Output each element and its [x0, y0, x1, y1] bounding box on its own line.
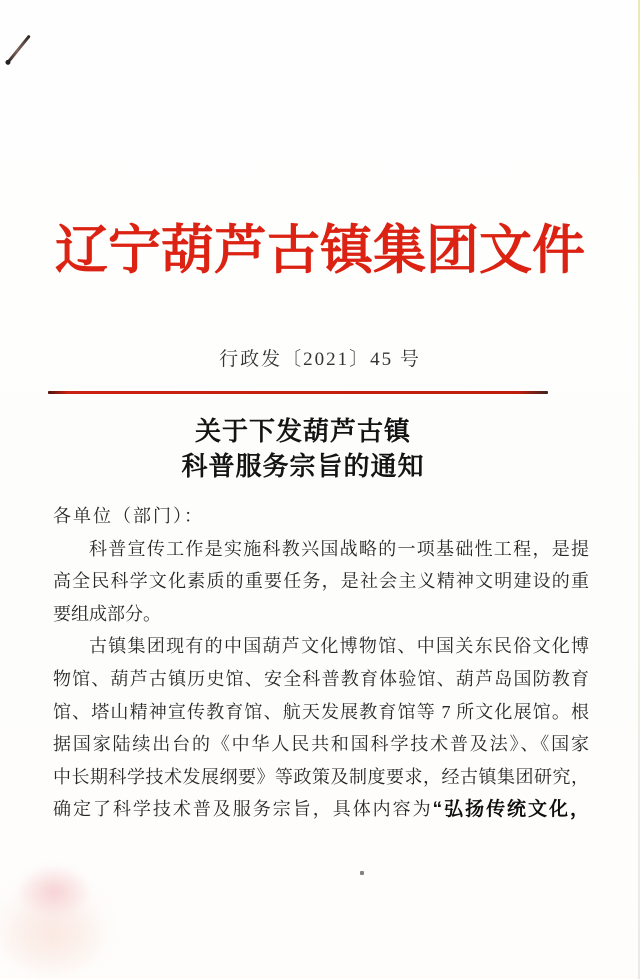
body-line-p2-1: 古镇集团现有的中国葫芦文化博物馆、中国关东民俗文化博: [89, 636, 589, 657]
scan-speck: [360, 871, 364, 875]
body-line-p2-3: 馆、塔山精神宣传教育馆、航天发展教育馆等 7 所文化展馆。根: [53, 701, 589, 722]
red-divider-line: [48, 391, 548, 394]
notice-title-line-2: 科普服务宗旨的通知: [181, 451, 425, 481]
service-motto-bold: “弘扬传统文化，: [432, 799, 589, 821]
letterhead-title: 辽宁葫芦古镇集团文件: [55, 222, 585, 280]
document-body: [53, 500, 589, 826]
body-line-p2-4: 据国家陆续出台的《中华人民共和国科学技术普及法》、《国家: [53, 734, 589, 755]
body-line-p2-6: [53, 793, 589, 826]
body-line-p1-3: 要组成部分。: [53, 603, 161, 624]
body-line-p2-6-normal: 确定了科学技术普及服务宗旨，具体内容为: [53, 799, 433, 820]
body-line-p2-2: 物馆、葫芦古镇历史馆、安全科普教育体验馆、葫芦岛国防教育: [53, 668, 589, 689]
notice-title: [0, 414, 623, 484]
document-number: 行政发〔2021〕45 号: [219, 349, 421, 370]
pen-mark: [6, 35, 31, 65]
salutation: 各单位（部门）：: [53, 506, 204, 526]
notice-title-line-1: 关于下发葫芦古镇: [194, 416, 411, 446]
stamp-bleedthrough-smudge: [0, 900, 105, 979]
body-line-p2-5: 中长期科学技术发展纲要》等政策及制度要求，经古镇集团研究，: [53, 766, 589, 787]
body-line-p1-2: 高全民科学文化素质的重要任务，是社会主义精神文明建设的重: [53, 571, 589, 592]
body-line-p1-1: 科普宣传工作是实施科教兴国战略的一项基础性工程，是提: [89, 538, 589, 559]
